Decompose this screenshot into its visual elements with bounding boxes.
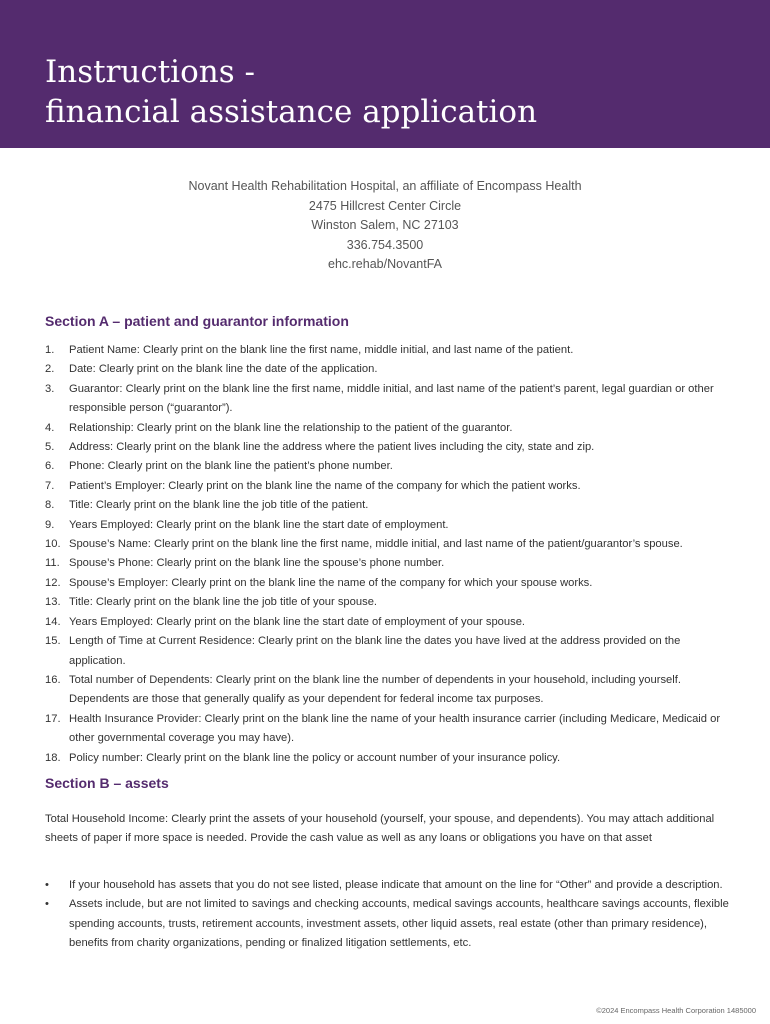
list-item-text: Date: Clearly print on the blank line the date of the application.	[69, 363, 378, 376]
list-item-text: Total number of Dependents: Clearly print on the blank line the number of dependents in your household, including yourself. Dependents are those that generally qualify as your dependent for federal income tax purposes.	[69, 673, 681, 706]
list-item-text: Spouse’s Phone: Clearly print on the blank line the spouse’s phone number.	[69, 557, 445, 570]
list-item-number: 12.	[45, 576, 61, 589]
list-item-text: Title: Clearly print on the blank line the job title of the patient.	[69, 499, 369, 512]
facility-phone: 336.754.3500	[346, 237, 424, 252]
list-item-number: 6.	[45, 460, 55, 473]
page-title-line-2: financial assistance application	[45, 94, 538, 130]
section-a-list	[45, 341, 730, 768]
section-a-heading: Section A – patient and guarantor information	[45, 313, 349, 329]
bullet-text: Assets include, but are not limited to savings and checking accounts, medical savings accounts, healthcare savings accounts, flexible spending accounts, trusts, retirement accounts, investment assets, other liquid assets, real estate (other than primary residence), benefits from charity organizations, pending or finalized litigation settlements, etc.	[69, 898, 729, 950]
list-item-number: 17.	[45, 712, 61, 725]
bullet-item	[45, 895, 730, 953]
page-title	[45, 52, 537, 132]
list-item	[45, 593, 730, 612]
list-item-number: 5.	[45, 441, 55, 454]
list-item	[45, 496, 730, 515]
list-item-number: 11.	[45, 557, 60, 570]
facility-contact-block	[0, 177, 770, 275]
list-item	[45, 419, 730, 438]
list-item-text: Years Employed: Clearly print on the blank line the start date of employment.	[69, 518, 449, 531]
list-item-text: Title: Clearly print on the blank line the job title of your spouse.	[69, 596, 378, 609]
list-item-text: Spouse’s Name: Clearly print on the blank line the first name, middle initial, and last name of the patient/guarantor’s spouse.	[69, 538, 683, 551]
facility-city: Winston Salem, NC 27103	[311, 218, 459, 232]
bullet-item	[45, 876, 730, 895]
list-item	[45, 574, 730, 593]
list-item	[45, 457, 730, 476]
section-b-bullet-list	[45, 876, 730, 954]
list-item	[45, 613, 730, 632]
list-item-number: 13.	[45, 596, 61, 609]
list-item	[45, 554, 730, 573]
list-item	[45, 632, 730, 671]
list-item-number: 18.	[45, 751, 61, 764]
list-item	[45, 535, 730, 554]
list-item-number: 15.	[45, 635, 61, 648]
list-item	[45, 671, 730, 710]
bullet-icon: •	[45, 879, 49, 891]
list-item-text: Phone: Clearly print on the blank line the patient’s phone number.	[69, 460, 393, 473]
facility-name: Novant Health Rehabilitation Hospital, an affiliate of Encompass Health	[188, 179, 582, 193]
list-item	[45, 438, 730, 457]
list-item	[45, 360, 730, 379]
list-item-number: 8.	[45, 499, 55, 512]
list-item-number: 3.	[45, 382, 55, 395]
bullet-icon: •	[45, 898, 49, 911]
list-item-number: 9.	[45, 518, 55, 531]
list-item-text: Guarantor: Clearly print on the blank line the first name, middle initial, and last name of the patient’s parent, legal guardian or other responsible person (“guarantor”).	[69, 382, 714, 415]
list-item-text: Spouse’s Employer: Clearly print on the blank line the name of the company for which your spouse works.	[69, 576, 593, 589]
list-item-text: Health Insurance Provider: Clearly print on the blank line the name of your health insurance carrier (including Medicare, Medicaid or other governmental coverage you may have).	[69, 712, 721, 745]
list-item	[45, 516, 730, 535]
list-item	[45, 380, 730, 419]
header-banner	[0, 0, 770, 148]
list-item-text: Policy number: Clearly print on the blank line the policy or account number of your insurance policy.	[69, 751, 561, 764]
list-item-text: Address: Clearly print on the blank line the address where the patient lives including the city, state and zip.	[69, 441, 595, 454]
section-b-paragraph: Total Household Income: Clearly print the assets of your household (yourself, your spouse, and dependents). You may attach additional sheets of paper if more space is needed. Provide the cash value as well as any loans or obligations you have on that asset	[45, 813, 715, 845]
list-item-text: Length of Time at Current Residence: Clearly print on the blank line the dates you have lived at the address provided on the application.	[69, 635, 681, 667]
facility-url: ehc.rehab/NovantFA	[328, 257, 442, 271]
list-item	[45, 477, 730, 496]
list-item-number: 10.	[45, 538, 61, 551]
list-item-number: 16.	[45, 673, 61, 686]
list-item-text: Relationship: Clearly print on the blank line the relationship to the patient of the guarantor.	[69, 421, 513, 434]
footer-copyright: ©2024 Encompass Health Corporation 1485000	[596, 1006, 756, 1015]
list-item	[45, 749, 730, 768]
list-item-text: Years Employed: Clearly print on the blank line the start date of employment of your spouse.	[69, 615, 526, 628]
list-item	[45, 710, 730, 749]
list-item-text: Patient Name: Clearly print on the blank line the first name, middle initial, and last name of the patient.	[69, 344, 574, 356]
list-item-number: 14.	[45, 615, 61, 628]
bullet-text: If your household has assets that you do not see listed, please indicate that amount on the line for “Other” and provide a description.	[69, 879, 723, 891]
list-item-number: 7.	[45, 479, 55, 492]
section-b-heading: Section B – assets	[45, 775, 169, 791]
list-item	[45, 341, 730, 360]
list-item-number: 1.	[45, 344, 55, 356]
list-item-number: 2.	[45, 363, 55, 376]
list-item-text: Patient’s Employer: Clearly print on the blank line the name of the company for which the patient works.	[69, 479, 581, 492]
list-item-number: 4.	[45, 421, 55, 434]
page-title-line-1: Instructions -	[45, 54, 255, 90]
facility-street: 2475 Hillcrest Center Circle	[308, 198, 462, 213]
